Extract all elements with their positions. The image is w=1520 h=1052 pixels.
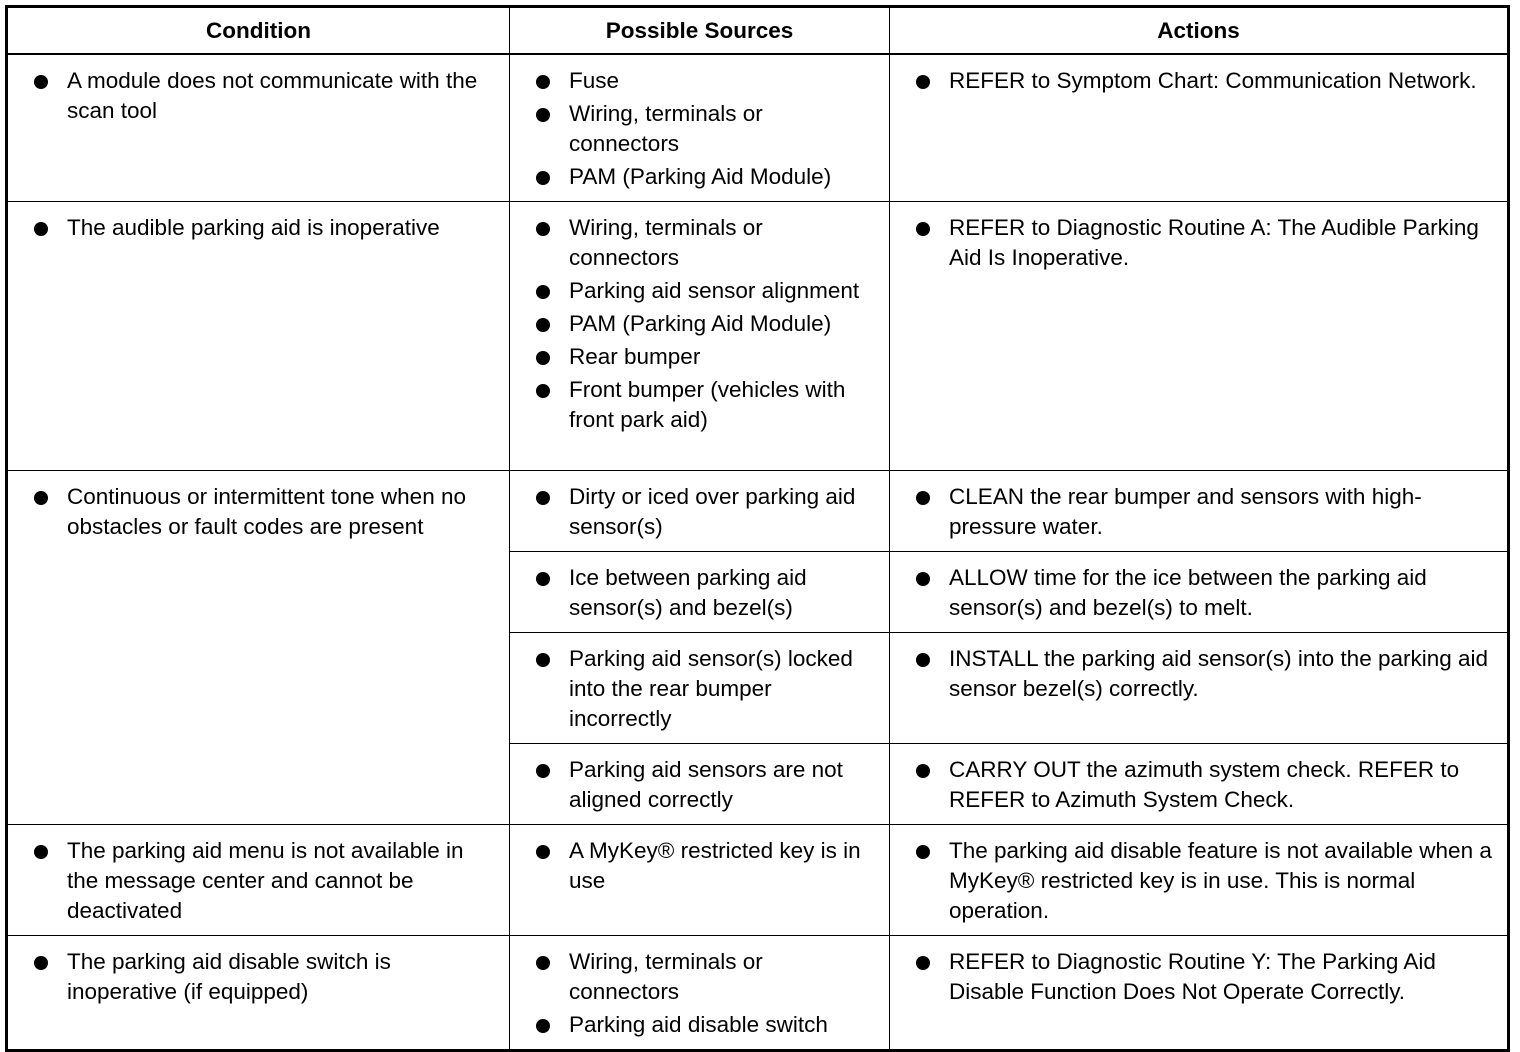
list-item: The parking aid disable feature is not available when a MyKey® restricted key is in use. This is normal operation. bbox=[912, 836, 1495, 926]
list-item: Wiring, terminals or connectors bbox=[532, 99, 877, 159]
actions-cell bbox=[890, 825, 1509, 936]
list-item: Front bumper (vehicles with front park aid) bbox=[532, 375, 877, 435]
table-row bbox=[7, 202, 1509, 471]
actions-cell bbox=[890, 744, 1509, 825]
list-item: A module does not communicate with the scan tool bbox=[30, 66, 497, 126]
sources-cell bbox=[510, 202, 890, 471]
table-row bbox=[7, 471, 1509, 552]
list-item: Dirty or iced over parking aid sensor(s) bbox=[532, 482, 877, 542]
sources-cell bbox=[510, 936, 890, 1051]
list-item: INSTALL the parking aid sensor(s) into the parking aid sensor bezel(s) correctly. bbox=[912, 644, 1495, 704]
sources-cell bbox=[510, 825, 890, 936]
list-item: Parking aid sensor alignment bbox=[532, 276, 877, 306]
list-item: Continuous or intermittent tone when no obstacles or fault codes are present bbox=[30, 482, 497, 542]
table-row bbox=[7, 825, 1509, 936]
list-item: REFER to Diagnostic Routine Y: The Parking Aid Disable Function Does Not Operate Correctly. bbox=[912, 947, 1495, 1007]
sources-cell bbox=[510, 54, 890, 202]
list-item: Parking aid disable switch bbox=[532, 1010, 877, 1040]
list-item: ALLOW time for the ice between the parking aid sensor(s) and bezel(s) to melt. bbox=[912, 563, 1495, 623]
actions-cell bbox=[890, 936, 1509, 1051]
symptom-chart-table bbox=[5, 5, 1510, 1052]
header-condition: Condition bbox=[7, 7, 510, 55]
actions-cell bbox=[890, 54, 1509, 202]
sources-cell bbox=[510, 744, 890, 825]
list-item: Ice between parking aid sensor(s) and bezel(s) bbox=[532, 563, 877, 623]
actions-cell bbox=[890, 633, 1509, 744]
list-item: The parking aid menu is not available in the message center and cannot be deactivated bbox=[30, 836, 497, 926]
list-item: Wiring, terminals or connectors bbox=[532, 947, 877, 1007]
condition-cell bbox=[7, 202, 510, 471]
list-item: PAM (Parking Aid Module) bbox=[532, 162, 877, 192]
list-item: Rear bumper bbox=[532, 342, 877, 372]
actions-cell bbox=[890, 202, 1509, 471]
list-item: Wiring, terminals or connectors bbox=[532, 213, 877, 273]
list-item: CARRY OUT the azimuth system check. REFER to REFER to Azimuth System Check. bbox=[912, 755, 1495, 815]
list-item: A MyKey® restricted key is in use bbox=[532, 836, 877, 896]
condition-cell bbox=[7, 825, 510, 936]
list-item: Parking aid sensors are not aligned correctly bbox=[532, 755, 877, 815]
condition-cell bbox=[7, 936, 510, 1051]
list-item: The audible parking aid is inoperative bbox=[30, 213, 497, 243]
header-possible-sources: Possible Sources bbox=[510, 7, 890, 55]
condition-cell bbox=[7, 54, 510, 202]
condition-cell bbox=[7, 471, 510, 825]
list-item: REFER to Diagnostic Routine A: The Audible Parking Aid Is Inoperative. bbox=[912, 213, 1495, 273]
list-item: REFER to Symptom Chart: Communication Network. bbox=[912, 66, 1495, 96]
actions-cell bbox=[890, 471, 1509, 552]
list-item: PAM (Parking Aid Module) bbox=[532, 309, 877, 339]
list-item: Parking aid sensor(s) locked into the rear bumper incorrectly bbox=[532, 644, 877, 734]
list-item: CLEAN the rear bumper and sensors with high-pressure water. bbox=[912, 482, 1495, 542]
sources-cell bbox=[510, 552, 890, 633]
sources-cell bbox=[510, 471, 890, 552]
list-item: Fuse bbox=[532, 66, 877, 96]
list-item: The parking aid disable switch is inoperative (if equipped) bbox=[30, 947, 497, 1007]
table-row bbox=[7, 936, 1509, 1051]
header-row bbox=[7, 7, 1509, 55]
sources-cell bbox=[510, 633, 890, 744]
actions-cell bbox=[890, 552, 1509, 633]
header-actions: Actions bbox=[890, 7, 1509, 55]
table-row bbox=[7, 54, 1509, 202]
